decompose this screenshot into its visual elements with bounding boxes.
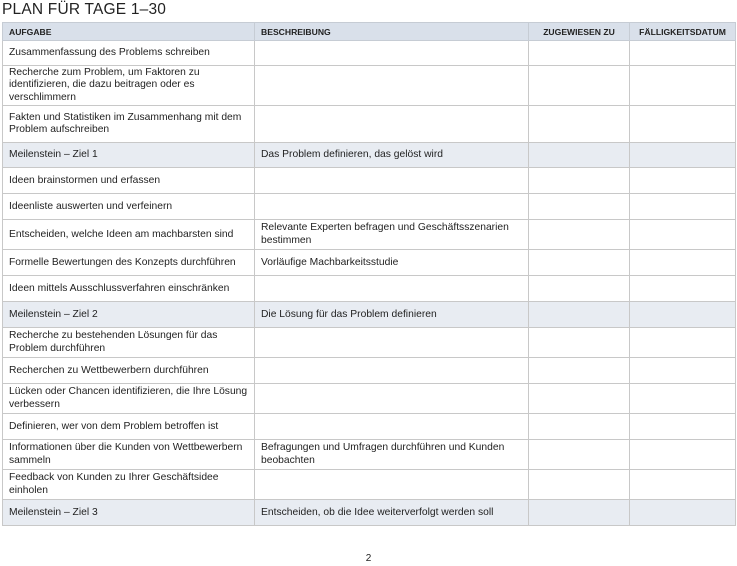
task-cell: Meilenstein – Ziel 2 — [3, 302, 255, 328]
plan-table-body — [3, 41, 736, 526]
table-header-row — [3, 23, 736, 41]
assigned-to-cell — [529, 220, 630, 250]
description-cell — [255, 66, 529, 106]
plan-table — [2, 22, 736, 526]
table-row — [3, 384, 736, 414]
description-cell: Die Lösung für das Problem definieren — [255, 302, 529, 328]
assigned-to-cell — [529, 500, 630, 526]
milestone-row — [3, 143, 736, 168]
task-cell: Fakten und Statistiken im Zusammenhang mit dem Problem aufschreiben — [3, 106, 255, 143]
header-task: AUFGABE — [3, 23, 255, 41]
task-cell: Meilenstein – Ziel 1 — [3, 143, 255, 168]
table-row — [3, 66, 736, 106]
task-cell: Recherche zu bestehenden Lösungen für das Problem durchführen — [3, 328, 255, 358]
description-cell: Befragungen und Umfragen durchführen und Kunden beobachten — [255, 440, 529, 470]
due-date-cell — [630, 500, 736, 526]
description-cell — [255, 41, 529, 66]
description-cell — [255, 470, 529, 500]
description-cell — [255, 328, 529, 358]
assigned-to-cell — [529, 302, 630, 328]
table-row — [3, 276, 736, 302]
table-row — [3, 358, 736, 384]
table-row — [3, 440, 736, 470]
description-cell: Das Problem definieren, das gelöst wird — [255, 143, 529, 168]
description-cell: Entscheiden, ob die Idee weiterverfolgt werden soll — [255, 500, 529, 526]
table-row — [3, 328, 736, 358]
task-cell: Meilenstein – Ziel 3 — [3, 500, 255, 526]
description-cell — [255, 384, 529, 414]
task-cell: Recherchen zu Wettbewerbern durchführen — [3, 358, 255, 384]
due-date-cell — [630, 66, 736, 106]
task-cell: Lücken oder Chancen identifizieren, die Ihre Lösung verbessern — [3, 384, 255, 414]
assigned-to-cell — [529, 358, 630, 384]
assigned-to-cell — [529, 250, 630, 276]
due-date-cell — [630, 168, 736, 194]
description-cell — [255, 194, 529, 220]
description-cell — [255, 276, 529, 302]
task-cell: Ideenliste auswerten und verfeinern — [3, 194, 255, 220]
page-number: 2 — [365, 553, 372, 564]
assigned-to-cell — [529, 328, 630, 358]
due-date-cell — [630, 414, 736, 440]
task-cell: Feedback von Kunden zu Ihrer Geschäftsidee einholen — [3, 470, 255, 500]
due-date-cell — [630, 41, 736, 66]
task-cell: Definieren, wer von dem Problem betroffen ist — [3, 414, 255, 440]
description-cell: Vorläufige Machbarkeitsstudie — [255, 250, 529, 276]
due-date-cell — [630, 250, 736, 276]
assigned-to-cell — [529, 41, 630, 66]
description-cell — [255, 106, 529, 143]
task-cell: Zusammenfassung des Problems schreiben — [3, 41, 255, 66]
due-date-cell — [630, 384, 736, 414]
due-date-cell — [630, 276, 736, 302]
description-cell — [255, 414, 529, 440]
task-cell: Informationen über die Kunden von Wettbewerbern sammeln — [3, 440, 255, 470]
table-row — [3, 470, 736, 500]
table-row — [3, 414, 736, 440]
table-row — [3, 220, 736, 250]
assigned-to-cell — [529, 143, 630, 168]
assigned-to-cell — [529, 168, 630, 194]
table-row — [3, 106, 736, 143]
due-date-cell — [630, 302, 736, 328]
task-cell: Ideen mittels Ausschlussverfahren einschränken — [3, 276, 255, 302]
task-cell: Formelle Bewertungen des Konzepts durchführen — [3, 250, 255, 276]
assigned-to-cell — [529, 470, 630, 500]
description-cell: Relevante Experten befragen und Geschäftsszenarien bestimmen — [255, 220, 529, 250]
assigned-to-cell — [529, 194, 630, 220]
page-title: PLAN FÜR TAGE 1–30 — [2, 1, 167, 18]
assigned-to-cell — [529, 276, 630, 302]
due-date-cell — [630, 358, 736, 384]
milestone-row — [3, 302, 736, 328]
table-row — [3, 168, 736, 194]
header-assigned-to: ZUGEWIESEN ZU — [529, 23, 630, 41]
due-date-cell — [630, 440, 736, 470]
due-date-cell — [630, 470, 736, 500]
description-cell — [255, 168, 529, 194]
description-cell — [255, 358, 529, 384]
milestone-row — [3, 500, 736, 526]
assigned-to-cell — [529, 414, 630, 440]
assigned-to-cell — [529, 66, 630, 106]
due-date-cell — [630, 143, 736, 168]
table-row — [3, 194, 736, 220]
due-date-cell — [630, 194, 736, 220]
due-date-cell — [630, 328, 736, 358]
header-description: BESCHREIBUNG — [255, 23, 529, 41]
assigned-to-cell — [529, 384, 630, 414]
due-date-cell — [630, 220, 736, 250]
task-cell: Entscheiden, welche Ideen am machbarsten sind — [3, 220, 255, 250]
task-cell: Recherche zum Problem, um Faktoren zu identifizieren, die dazu beitragen oder es verschlimmern — [3, 66, 255, 106]
task-cell: Ideen brainstormen und erfassen — [3, 168, 255, 194]
table-row — [3, 41, 736, 66]
due-date-cell — [630, 106, 736, 143]
assigned-to-cell — [529, 106, 630, 143]
table-row — [3, 250, 736, 276]
header-due-date: FÄLLIGKEITSDATUM — [630, 23, 736, 41]
assigned-to-cell — [529, 440, 630, 470]
